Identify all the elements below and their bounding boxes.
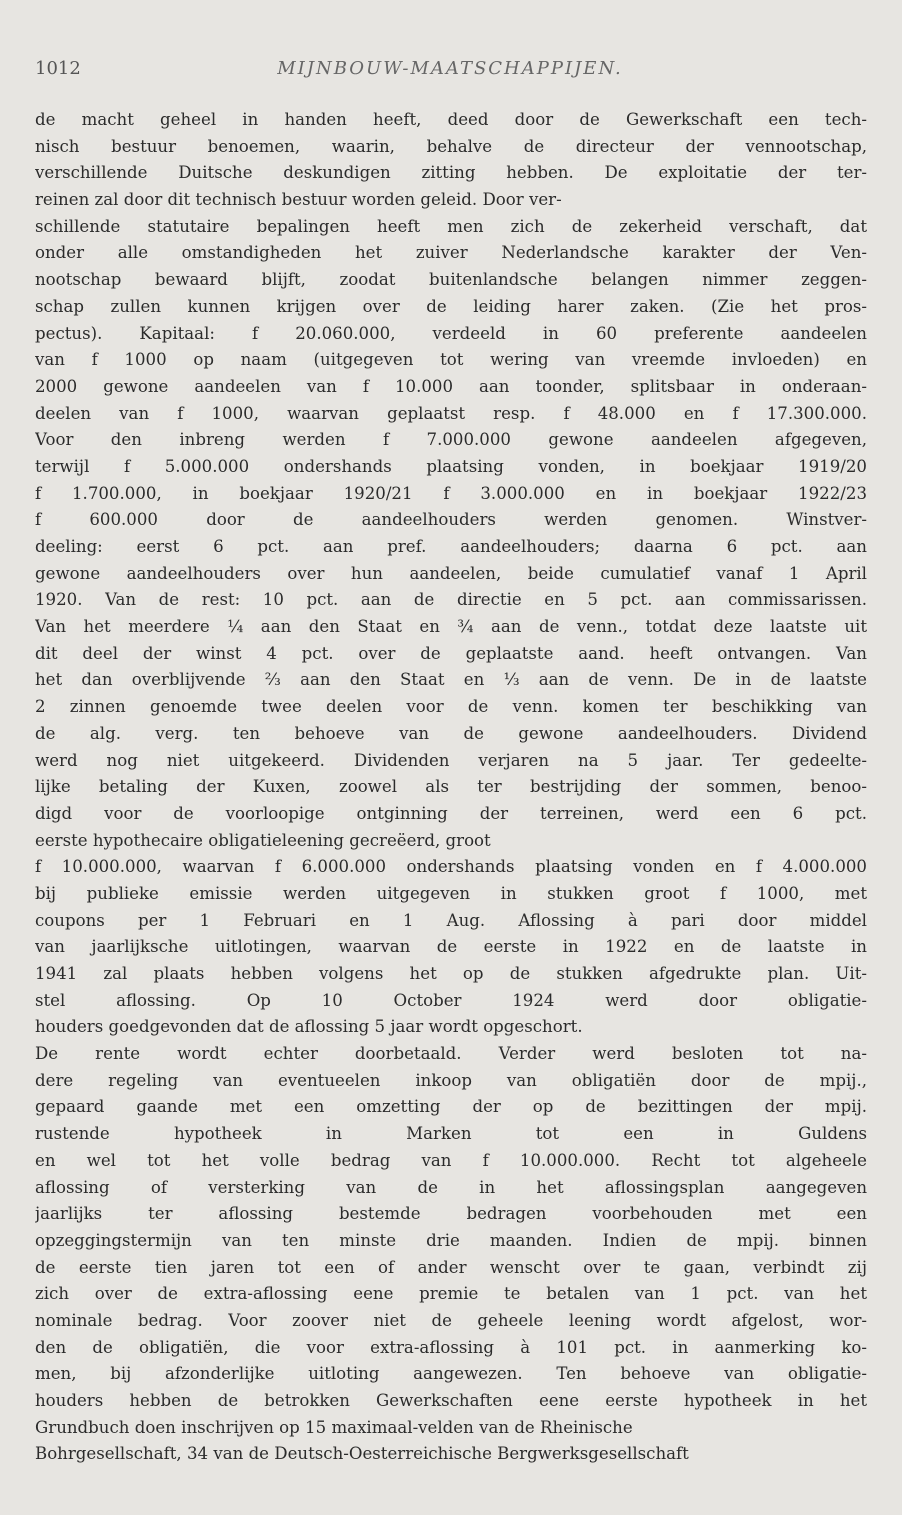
text-line: nisch bestuur benoemen, waarin, behalve de directeur der vennootschap,	[35, 136, 867, 156]
text-line: houders goedgevonden dat de aflossing 5 jaar wordt opgeschort.	[35, 1017, 583, 1037]
body-text	[35, 107, 867, 1468]
text-line: lijke betaling der Kuxen, zoowel als ter bestrijding der sommen, benoo-	[35, 777, 867, 797]
text-line: men, bij afzonderlijke uitloting aangewezen. Ten behoeve van obligatie-	[35, 1364, 867, 1384]
text-line: Grundbuch doen inschrijven op 15 maximaal-velden van de Rheinische	[35, 1417, 633, 1437]
text-line: terwijl f 5.000.000 ondershands plaatsing vonden, in boekjaar 1919/20	[35, 456, 867, 476]
text-line: nootschap bewaard blijft, zoodat buitenlandsche belangen nimmer zeggen-	[35, 270, 867, 290]
text-line: jaarlijks ter aflossing bestemde bedragen voorbehouden met een	[35, 1204, 867, 1224]
text-line: en wel tot het volle bedrag van f 10.000.000. Recht tot algeheele	[35, 1150, 867, 1170]
text-line: 1941 zal plaats hebben volgens het op de stukken afgedrukte plan. Uit-	[35, 964, 867, 983]
text-line: de eerste tien jaren tot een of ander wenscht over te gaan, verbindt zij	[35, 1257, 867, 1277]
page-number: 1012	[35, 58, 81, 79]
text-line: dere regeling van eventueelen inkoop van obligatiën door de mpij.,	[35, 1070, 867, 1090]
text-line: schap zullen kunnen krijgen over de leiding harer zaken. (Zie het pros-	[35, 296, 867, 316]
text-line: van f 1000 op naam (uitgegeven tot wering van vreemde invloeden) en	[35, 350, 867, 370]
running-title: MIJNBOUW-MAATSCHAPPIJEN.	[277, 58, 623, 79]
text-line: dit deel der winst 4 pct. over de geplaatste aand. heeft ontvangen. Van	[35, 643, 867, 663]
text-line: schillende statutaire bepalingen heeft men zich de zekerheid verschaft, dat	[35, 216, 867, 236]
text-line: den de obligatiën, die voor extra-aflossing à 101 pct. in aanmerking ko-	[35, 1337, 867, 1357]
text-line: 2 zinnen genoemde twee deelen voor de venn. komen ter beschikking van	[35, 697, 867, 717]
text-line: gewone aandeelhouders over hun aandeelen, beide cumulatief vanaf 1 April	[35, 563, 867, 583]
text-line: van jaarlijksche uitlotingen, waarvan de eerste in 1922 en de laatste in	[35, 937, 867, 957]
text-line: werd nog niet uitgekeerd. Dividenden verjaren na 5 jaar. Ter gedeelte-	[35, 750, 867, 770]
text-line: De rente wordt echter doorbetaald. Verder werd besloten tot na-	[35, 1044, 867, 1064]
text-line: nominale bedrag. Voor zoover niet de geheele leening wordt afgelost, wor-	[35, 1310, 867, 1330]
text-line: digd voor de voorloopige ontginning der terreinen, werd een 6 pct.	[35, 803, 867, 823]
text-line: Bohrgesellschaft, 34 van de Deutsch-Oesterreichische Bergwerksgesellschaft	[35, 1444, 689, 1464]
text-line: stel aflossing. Op 10 October 1924 werd door obligatie-	[35, 990, 867, 1010]
text-line: f 10.000.000, waarvan f 6.000.000 ondershands plaatsing vonden en f 4.000.000	[35, 857, 867, 877]
text-line: deeling: eerst 6 pct. aan pref. aandeelhouders; daarna 6 pct. aan	[35, 537, 867, 556]
text-line: f 1.700.000, in boekjaar 1920/21 f 3.000.000 en in boekjaar 1922/23	[35, 483, 867, 503]
text-line: zich over de extra-aflossing eene premie te betalen van 1 pct. van het	[35, 1284, 867, 1304]
text-line: Van het meerdere ¼ aan den Staat en ¾ aan de venn., totdat deze laatste uit	[35, 617, 867, 637]
text-line: het dan overblijvende ⅔ aan den Staat en ⅓ aan de venn. De in de laatste	[35, 670, 867, 690]
text-line: verschillende Duitsche deskundigen zitting hebben. De exploitatie der ter-	[35, 163, 867, 183]
text-line: houders hebben de betrokken Gewerkschaften eene eerste hypotheek in het	[35, 1391, 867, 1410]
text-line: deelen van f 1000, waarvan geplaatst resp. f 48.000 en f 17.300.000.	[35, 403, 867, 423]
text-line: de alg. verg. ten behoeve van de gewone aandeelhouders. Dividend	[35, 723, 867, 743]
text-line: reinen zal door dit technisch bestuur worden geleid. Door ver-	[35, 190, 562, 210]
text-line: de macht geheel in handen heeft, deed door de Gewerkschaft een tech-	[35, 110, 867, 129]
text-line: opzeggingstermijn van ten minste drie maanden. Indien de mpij. binnen	[35, 1230, 867, 1250]
page-header	[35, 58, 865, 88]
text-line: aflossing of versterking van de in het aflossingsplan aangegeven	[35, 1177, 867, 1197]
text-line: f 600.000 door de aandeelhouders werden genomen. Winstver-	[35, 510, 867, 530]
text-line: bij publieke emissie werden uitgegeven in stukken groot f 1000, met	[35, 883, 867, 903]
text-line: onder alle omstandigheden het zuiver Nederlandsche karakter der Ven-	[35, 243, 867, 263]
text-line: rustende hypotheek in Marken tot een in Guldens	[35, 1124, 867, 1144]
text-line: pectus). Kapitaal: f 20.060.000, verdeeld in 60 preferente aandeelen	[35, 323, 867, 343]
text-line: 1920. Van de rest: 10 pct. aan de directie en 5 pct. aan commissarissen.	[35, 590, 867, 610]
text-line: gepaard gaande met een omzetting der op de bezittingen der mpij.	[35, 1097, 867, 1117]
text-line: 2000 gewone aandeelen van f 10.000 aan toonder, splitsbaar in onderaan-	[35, 376, 867, 396]
text-line: eerste hypothecaire obligatieleening gecreëerd, groot	[35, 830, 491, 850]
text-line: Voor den inbreng werden f 7.000.000 gewone aandeelen afgegeven,	[35, 430, 867, 450]
text-line: coupons per 1 Februari en 1 Aug. Aflossing à pari door middel	[35, 910, 867, 930]
